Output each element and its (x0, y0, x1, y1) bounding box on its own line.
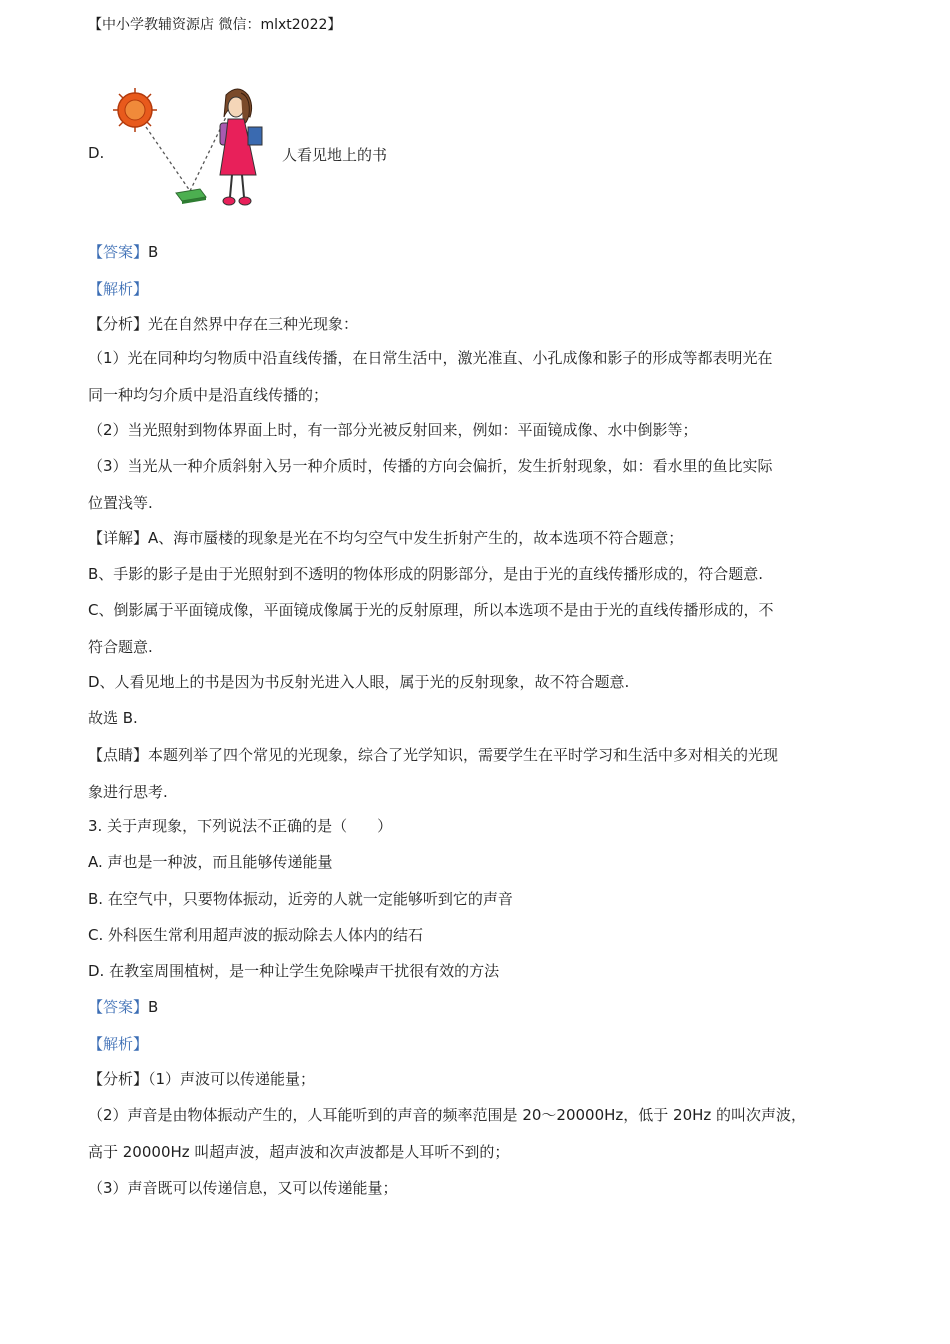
q2-conclusion: 故选 B. (88, 709, 138, 727)
q3-fenxi-line (88, 1069, 315, 1089)
fenxi-tag: 【分析】 (88, 315, 149, 333)
q3-option-b: B. 在空气中，只要物体振动，近旁的人就一定能够听到它的声音 (88, 890, 513, 908)
fenxi-tag: 【分析】 (88, 1070, 149, 1088)
q2-detail-c2: 符合题意. (88, 638, 153, 656)
dianjing-tag: 【点睛】 (88, 746, 149, 764)
detail-a: A、海市蜃楼的现象是光在不均匀空气中发生折射产生的，故本选项不符合题意； (148, 529, 684, 547)
q2-detail-b: B、手影的影子是由于光照射到不透明的物体形成的阴影部分，是由于光的直线传播形成的，符合题意. (88, 565, 764, 583)
answer-value: B (148, 998, 159, 1016)
q3-stem: 3. 关于声现象，下列说法不正确的是（ ） (88, 817, 393, 835)
q2-point3-b: 位置浅等. (88, 494, 153, 512)
answer-tag: 【答案】 (88, 998, 149, 1016)
q3-option-a: A. 声也是一种波，而且能够传递能量 (88, 853, 333, 871)
option-d-label: D. (88, 144, 105, 162)
xiangjie-tag: 【详解】 (88, 529, 149, 547)
light-ray (146, 117, 226, 191)
q3-analysis-tag: 【解析】 (88, 1035, 149, 1053)
q2-fenxi-line (88, 314, 358, 334)
fenxi-text: （1）声波可以传递能量； (148, 1070, 316, 1088)
q2-analysis-tag: 【解析】 (88, 280, 149, 298)
q2-point1-a: （1）光在同种均匀物质中沿直线传播，在日常生活中，激光准直、小孔成像和影子的形成等都表明光在 (88, 349, 773, 367)
q3-point3: （3）声音既可以传递信息，又可以传递能量； (88, 1179, 398, 1197)
answer-tag: 【答案】 (88, 243, 149, 261)
sun-icon (113, 88, 157, 132)
dianjing-a: 本题列举了四个常见的光现象，综合了光学知识，需要学生在平时学习和生活中多对相关的光现 (148, 746, 779, 764)
option-d-caption: 人看见地上的书 (282, 146, 388, 164)
person-sees-book-illustration (108, 85, 268, 215)
q3-answer-line (88, 997, 158, 1017)
book-icon (176, 189, 206, 204)
q2-answer-line (88, 242, 158, 262)
q2-dianjing-b: 象进行思考. (88, 783, 168, 801)
q2-detail-c1: C、倒影属于平面镜成像，平面镜成像属于光的反射原理，所以本选项不是由于光的直线传播形成的，不 (88, 601, 774, 619)
option-d-figure (88, 85, 418, 215)
girl-figure (220, 89, 262, 205)
answer-value: B (148, 243, 159, 261)
q2-point2: （2）当光照射到物体界面上时，有一部分光被反射回来，例如：平面镜成像、水中倒影等； (88, 421, 698, 439)
q2-detail-a-line (88, 528, 683, 548)
q2-point1-b: 同一种均匀介质中是沿直线传播的； (88, 386, 329, 404)
q2-detail-d: D、人看见地上的书是因为书反射光进入人眼，属于光的反射现象，故不符合题意. (88, 673, 630, 691)
q3-option-c: C. 外科医生常利用超声波的振动除去人体内的结石 (88, 926, 424, 944)
q3-point2-a: （2）声音是由物体振动产生的，人耳能听到的声音的频率范围是 20～20000Hz，低于 20Hz 的叫次声波， (88, 1106, 807, 1124)
q3-option-d: D. 在教室周围植树，是一种让学生免除噪声干扰很有效的方法 (88, 962, 500, 980)
fenxi-text: 光在自然界中存在三种光现象： (148, 315, 359, 333)
page-header: 【中小学教辅资源店 微信：mlxt2022】 (88, 17, 342, 33)
q3-point2-b: 高于 20000Hz 叫超声波，超声波和次声波都是人耳听不到的； (88, 1143, 510, 1161)
q2-point3-a: （3）当光从一种介质斜射入另一种介质时，传播的方向会偏折，发生折射现象，如：看水里的鱼比实际 (88, 457, 773, 475)
q2-dianjing-line (88, 745, 778, 765)
